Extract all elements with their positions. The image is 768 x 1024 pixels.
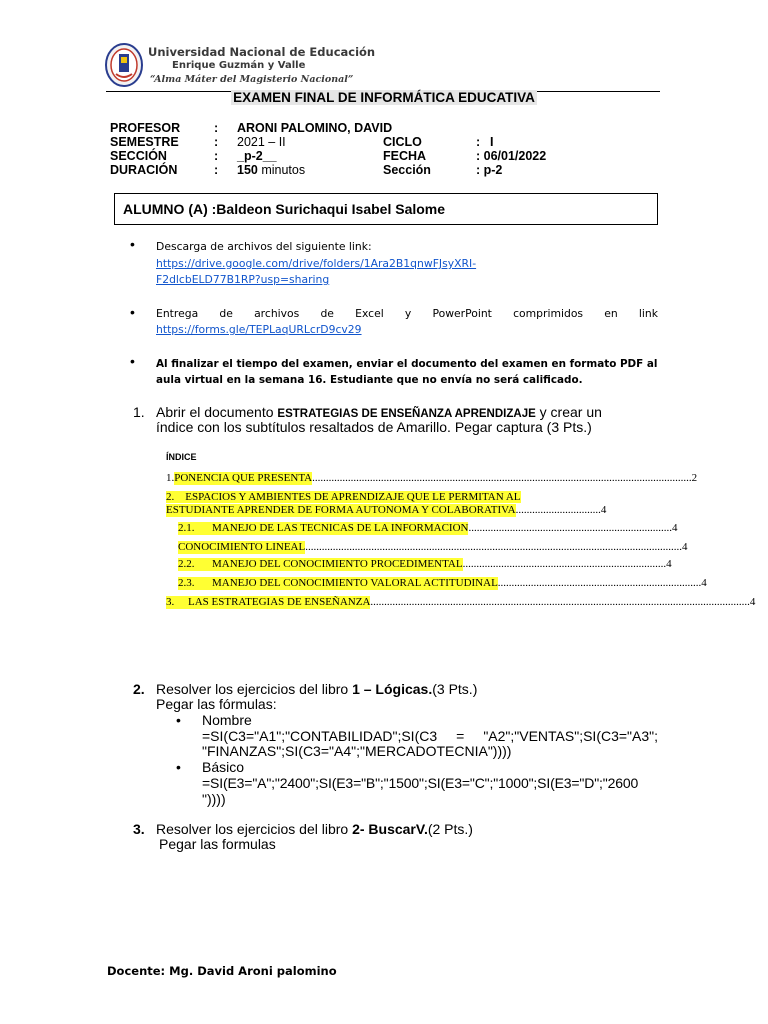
footer-docente: Docente: Mg. David Aroni palomino xyxy=(107,964,337,978)
q3-line1: Resolver los ejercicios del libro 2- BuscarV.(2 Pts.) xyxy=(156,821,473,837)
q2-sub2-dot: • xyxy=(176,759,181,775)
drive-link-line2[interactable]: F2dlcbELD77B1RP?usp=sharing xyxy=(156,273,330,286)
duracion-sep: : xyxy=(214,163,219,177)
q2-sub2-title: Básico xyxy=(202,759,245,775)
toc-item-1: 1. PONENCIA QUE PRESENTA .......................................................................................................................................... 2 xyxy=(166,472,698,484)
bullet-3-dot: • xyxy=(130,353,135,369)
semestre-value: 2021 – II xyxy=(237,135,286,149)
toc-item-2-line2: ESTUDIANTE APRENDER DE FORMA AUTONOMA Y COLABORATIVA ............................... 4 xyxy=(166,504,607,516)
toc-item-6: 2.3. MANEJO DEL CONOCIMIENTO VALORAL ACTITUDINAL .......................................................................... 4 xyxy=(178,577,707,589)
profesor-sep: : xyxy=(214,121,219,135)
q2-sub1-formula-line1: =SI(C3="A1";"CONTABILIDAD";SI(C3 = "A2";"VENTAS";SI(C3="A3"; xyxy=(202,728,658,744)
university-name: Universidad Nacional de Educación xyxy=(148,45,376,59)
semestre-label: SEMESTRE xyxy=(110,135,179,149)
q3-line2: Pegar las formulas xyxy=(159,836,276,852)
bullet-3-line2: aula virtual en la semana 16. Estudiante que no envía no será calificado. xyxy=(156,374,583,386)
q2-sub1-formula-line2: "FINANZAS";SI(C3="A4";"MERCADOTECNIA")))) xyxy=(202,743,512,759)
q2-line1: Resolver los ejercicios del libro 1 – Lógicas.(3 Pts.) xyxy=(156,681,478,697)
semestre-sep: : xyxy=(214,135,219,149)
seccion2-value: : p-2 xyxy=(476,163,503,177)
q2-sub2-formula-line1: =SI(E3="A";"2400";SI(E3="B";"1500";SI(E3="C";"1000";SI(E3="D";"2600 xyxy=(202,775,639,791)
duracion-value: 150 minutos xyxy=(237,163,306,177)
bullet-1-dot: • xyxy=(130,236,135,252)
ciclo-value: I xyxy=(490,135,494,149)
duracion-label: DURACIÓN xyxy=(110,163,178,177)
bullet-3-line1: Al finalizar el tiempo del examen, enviar el documento del examen en formato PDF al xyxy=(156,358,658,370)
seccion2-label: Sección xyxy=(383,163,431,177)
exam-title: EXAMEN FINAL DE INFORMÁTICA EDUCATIVA xyxy=(233,90,535,105)
alumno-name: ALUMNO (A) :Baldeon Surichaqui Isabel Salome xyxy=(123,201,446,217)
bullet-2-text: Entrega de archivos de Excel y PowerPoint comprimidos en link xyxy=(156,307,658,320)
q1-number: 1. xyxy=(133,404,145,420)
toc-item-5: 2.2. MANEJO DEL CONOCIMIENTO PROCEDIMENTAL .......................................................................... 4 xyxy=(178,558,672,570)
q2-sub1-dot: • xyxy=(176,712,181,728)
q2-sub2-formula-line2: ")))) xyxy=(202,791,226,807)
q2-sub1-title: Nombre xyxy=(202,712,252,728)
toc-item-2-line1: 2. ESPACIOS Y AMBIENTES DE APRENDIZAJE QUE LE PERMITAN AL xyxy=(166,491,521,503)
q1-line2: índice con los subtítulos resaltados de Amarillo. Pegar captura (3 Pts.) xyxy=(156,419,592,435)
toc-item-4: CONOCIMIENTO LINEAL ......................................................................................................................................... 4 xyxy=(178,541,688,553)
q2-line2: Pegar las fórmulas: xyxy=(156,696,277,712)
university-motto: “Alma Máter del Magisterio Nacional” xyxy=(150,74,354,85)
toc-item-7: 3. LAS ESTRATEGIAS DE ENSEÑANZA .......................................................................................................................................... 4 xyxy=(166,596,756,608)
q2-number: 2. xyxy=(133,681,145,697)
ciclo-sep: : xyxy=(476,135,481,149)
bullet-1-text: Descarga de archivos del siguiente link: xyxy=(156,240,372,253)
university-seal-logo xyxy=(104,42,144,88)
profesor-value: ARONI PALOMINO, DAVID xyxy=(237,121,393,135)
q3-number: 3. xyxy=(133,821,145,837)
profesor-label: PROFESOR xyxy=(110,121,181,135)
toc-item-3: 2.1. MANEJO DE LAS TECNICAS DE LA INFORMACION .......................................................................... 4 xyxy=(178,522,678,534)
forms-link[interactable]: https://forms.gle/TEPLaqURLcrD9cv29 xyxy=(156,323,362,336)
seccion-label: SECCIÓN xyxy=(110,149,167,163)
seccion-value: _p-2__ xyxy=(237,149,277,163)
q1-line1: Abrir el documento ESTRATEGIAS DE ENSEÑANZA APRENDIZAJE y crear un xyxy=(156,404,602,420)
fecha-label: FECHA xyxy=(383,149,427,163)
university-subname: Enrique Guzmán y Valle xyxy=(172,60,306,71)
toc-heading: ÍNDICE xyxy=(166,452,197,462)
fecha-value: : 06/01/2022 xyxy=(476,149,547,163)
bullet-2-dot: • xyxy=(130,304,135,320)
seccion-sep: : xyxy=(214,149,219,163)
drive-link-line1[interactable]: https://drive.google.com/drive/folders/1Ara2B1qnwFJsyXRI- xyxy=(156,257,477,270)
ciclo-label: CICLO xyxy=(383,135,422,149)
